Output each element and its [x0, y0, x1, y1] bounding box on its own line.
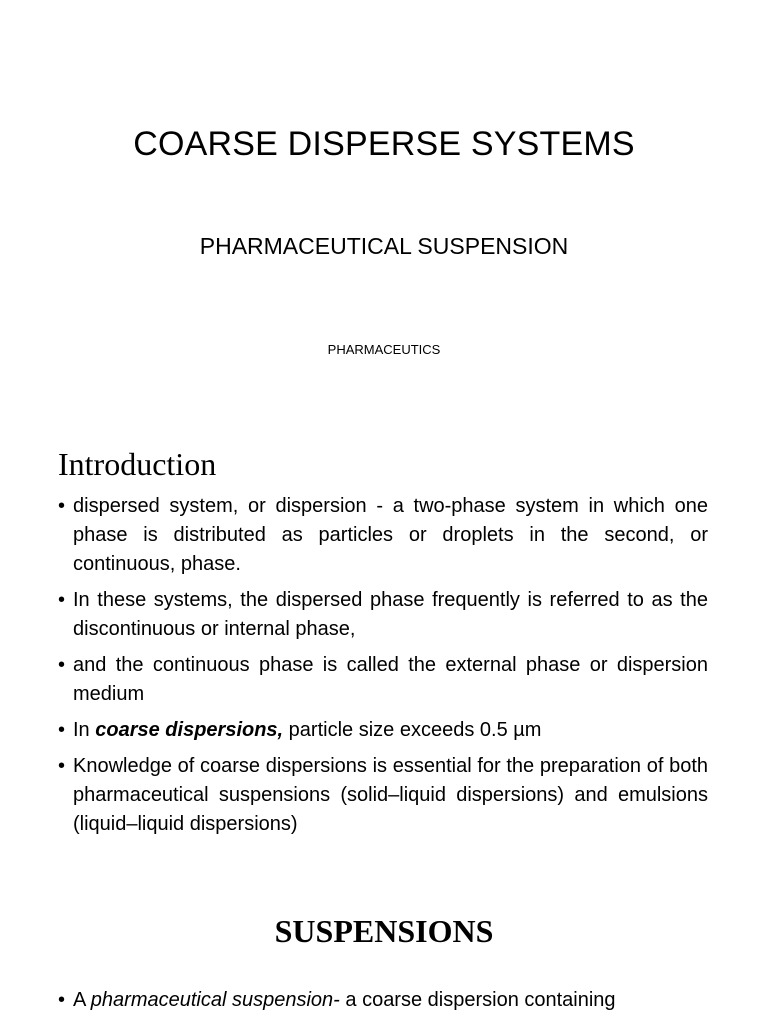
suspensions-heading: SUSPENSIONS [274, 913, 494, 949]
introduction-heading: Introduction [58, 446, 217, 482]
bullet-text: and the continuous phase is called the external phase or dispersion medium [73, 654, 708, 705]
bullet-dot-icon: • [58, 495, 66, 517]
bullet-item [58, 651, 708, 709]
bullet-dot-icon: • [58, 719, 66, 741]
bullet-text-emphasis: pharmaceutical suspension- [90, 989, 340, 1011]
bullet-text: In these systems, the dispersed phase frequently is referred to as the discontinuous or internal phase, [73, 589, 708, 640]
bullet-text-emphasis: coarse dispersions, [95, 719, 284, 741]
bullet-item [58, 586, 708, 644]
bullet-dot-icon: • [58, 589, 66, 611]
bullet-text-prefix: In [73, 719, 96, 741]
bullet-dot-icon: • [58, 755, 66, 777]
slide-subject: PHARMACEUTICS [327, 342, 441, 357]
bullet-dot-icon: • [58, 654, 66, 676]
bullet-text-suffix: particle size exceeds 0.5 µm [283, 719, 542, 741]
bullet-text: dispersed system, or dispersion - a two-phase system in which one phase is distributed as particles or droplets in the second, or continuous, phase. [73, 495, 708, 575]
bullet-item [58, 492, 708, 579]
suspensions-bullet-list [58, 986, 708, 1022]
bullet-item [58, 986, 708, 1015]
bullet-text-suffix: a coarse dispersion containing [339, 989, 616, 1011]
slide-title: COARSE DISPERSE SYSTEMS [133, 125, 635, 163]
bullet-dot-icon: • [58, 989, 66, 1011]
bullet-item [58, 752, 708, 839]
bullet-text: Knowledge of coarse dispersions is essential for the preparation of both pharmaceutical suspensions (solid–liquid dispersions) and emulsions (liquid–liquid dispersions) [73, 755, 708, 835]
introduction-bullet-list [58, 492, 708, 846]
bullet-item [58, 716, 708, 745]
bullet-text-prefix: A [73, 989, 91, 1011]
slide-subtitle: PHARMACEUTICAL SUSPENSION [199, 233, 569, 259]
